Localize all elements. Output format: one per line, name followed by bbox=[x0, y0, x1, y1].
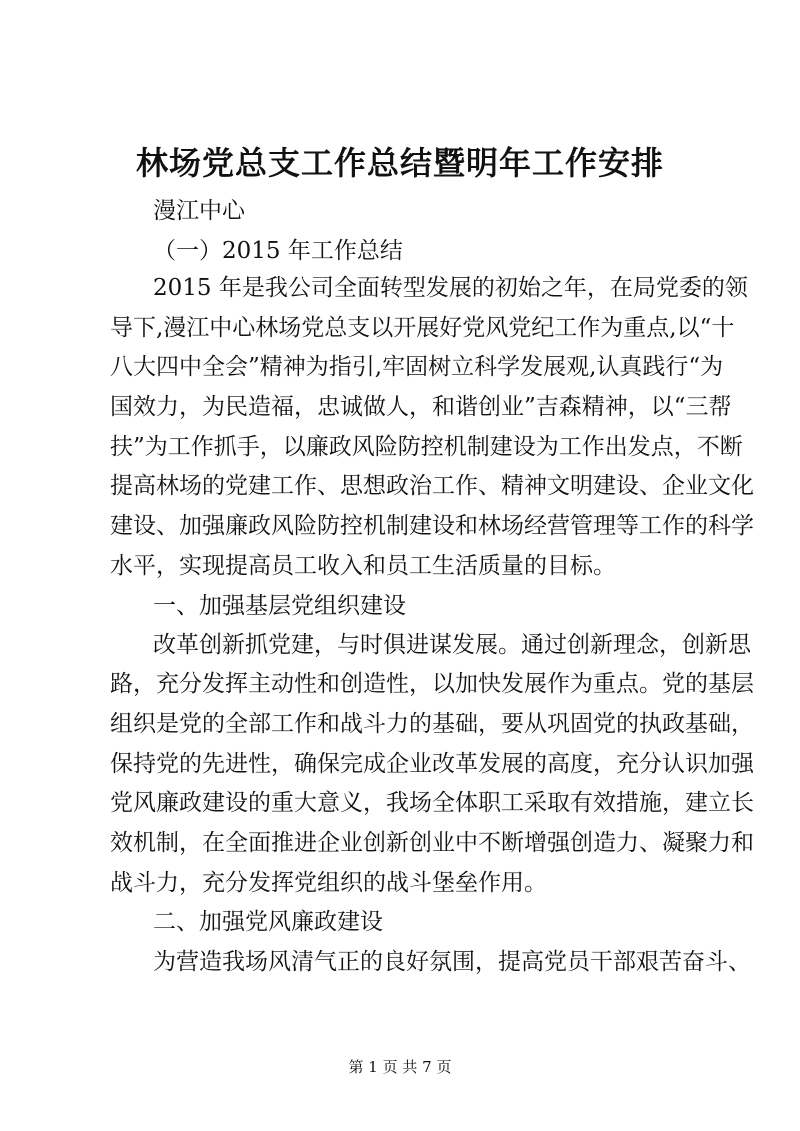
paragraph-line: 党风廉政建设的重大意义，我场全体职工采取有效措施，建立长 bbox=[110, 790, 754, 816]
paragraph-line: 效机制，在全面推进企业创新创业中不断增强创造力、凝聚力和 bbox=[110, 830, 754, 856]
page-footer: 第 1 页 共 7 页 bbox=[348, 1058, 452, 1076]
paragraph-line: 路，充分发挥主动性和创造性，以加快发展作为重点。党的基层 bbox=[110, 671, 754, 697]
paragraph-line: 保持党的先进性，确保完成企业改革发展的高度，充分认识加强 bbox=[110, 751, 754, 777]
subheading-2: 二、加强党风廉政建设 bbox=[153, 909, 383, 935]
paragraph-line: 改革创新抓党建，与时俱进谋发展。通过创新理念，创新思 bbox=[153, 632, 751, 658]
section-heading: （一）2015 年工作总结 bbox=[153, 238, 403, 264]
paragraph-line: 扶”为工作抓手，以廉政风险防控机制建设为工作出发点，不断 bbox=[110, 434, 743, 460]
paragraph-line: 水平，实现提高员工收入和员工生活质量的目标。 bbox=[110, 553, 616, 579]
paragraph-line: 国效力，为民造福，忠诚做人，和谐创业”吉森精神，以“三帮 bbox=[110, 394, 732, 420]
paragraph-line: 2015 年是我公司全面转型发展的初始之年，在局党委的领 bbox=[153, 275, 748, 301]
paragraph-line: 为营造我场风清气正的良好氛围，提高党员干部艰苦奋斗、 bbox=[153, 949, 751, 975]
subheading-1: 一、加强基层党组织建设 bbox=[153, 593, 406, 619]
paragraph-line: 建设、加强廉政风险防控机制建设和林场经营管理等工作的科学 bbox=[110, 513, 754, 539]
paragraph-line: 组织是党的全部工作和战斗力的基础，要从巩固党的执政基础， bbox=[110, 711, 754, 737]
author-line: 漫江中心 bbox=[153, 198, 245, 224]
paragraph-line: 导下,漫江中心林场党总支以开展好党风党纪工作为重点,以“十 bbox=[110, 315, 735, 341]
document-title: 林场党总支工作总结暨明年工作安排 bbox=[135, 144, 664, 182]
paragraph-line: 提高林场的党建工作、思想政治工作、精神文明建设、企业文化 bbox=[110, 473, 754, 499]
paragraph-line: 八大四中全会”精神为指引,牢固树立科学发展观,认真践行“为 bbox=[110, 354, 724, 380]
paragraph-line: 战斗力，充分发挥党组织的战斗堡垒作用。 bbox=[110, 870, 547, 896]
